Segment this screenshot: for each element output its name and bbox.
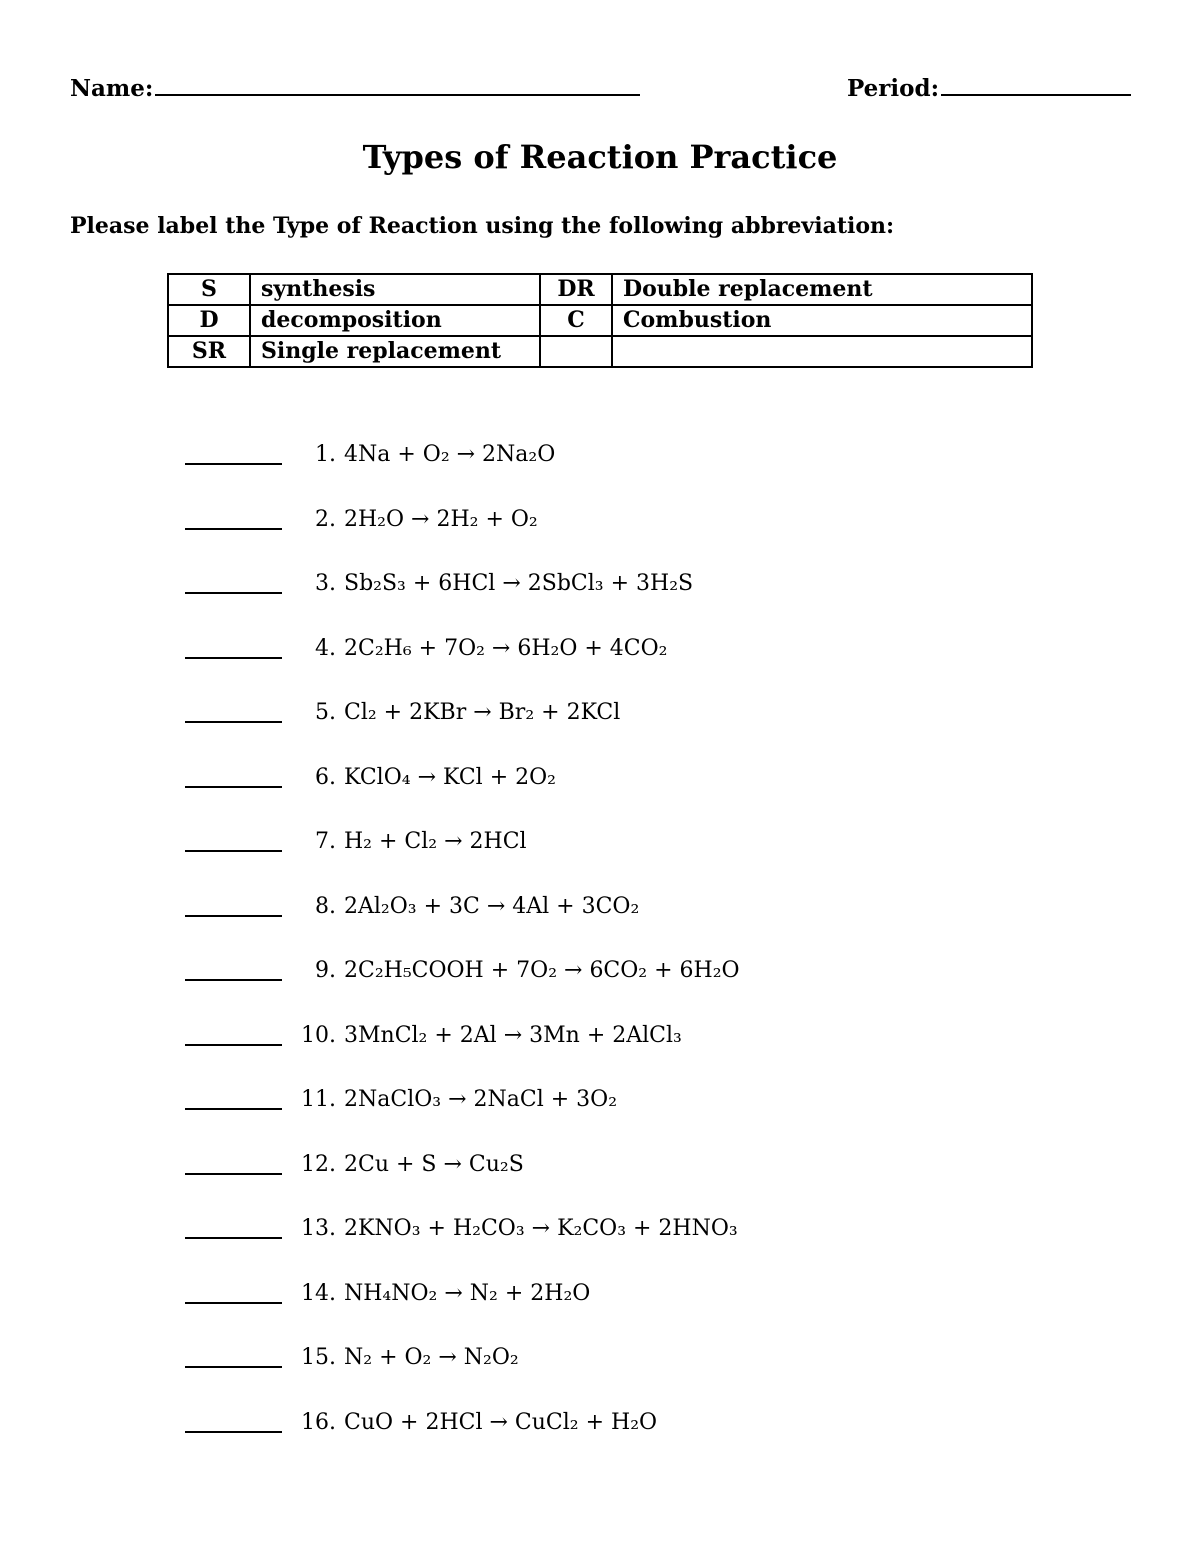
abbreviation-label: synthesis xyxy=(250,274,540,305)
answer-blank[interactable] xyxy=(185,1340,282,1368)
name-blank-line[interactable] xyxy=(155,72,640,96)
question-equation: 2Cu + S → Cu₂S xyxy=(344,1151,524,1177)
question-equation: KClO₄ → KCl + 2O₂ xyxy=(344,764,556,790)
abbreviation-code: S xyxy=(168,274,250,305)
question-row xyxy=(185,1018,1085,1083)
question-equation: 2KNO₃ + H₂CO₃ → K₂CO₃ + 2HNO₃ xyxy=(344,1216,738,1241)
answer-blank[interactable] xyxy=(185,1082,282,1110)
answer-blank[interactable] xyxy=(185,1018,282,1046)
abbreviation-table xyxy=(167,273,1033,368)
question-number: 10. xyxy=(301,1022,336,1048)
answer-blank[interactable] xyxy=(185,824,282,852)
question-number: 14. xyxy=(301,1280,336,1306)
page-title: Types of Reaction Practice xyxy=(362,138,838,176)
question-row xyxy=(185,1147,1085,1212)
answer-blank[interactable] xyxy=(185,1147,282,1175)
question-equation: 2C₂H₅COOH + 7O₂ → 6CO₂ + 6H₂O xyxy=(344,958,740,983)
answer-blank[interactable] xyxy=(185,695,282,723)
question-number: 5. xyxy=(315,700,336,725)
abbreviation-label: Single replacement xyxy=(250,336,540,367)
name-label: Name: xyxy=(70,75,154,102)
answer-blank[interactable] xyxy=(185,1276,282,1304)
question-equation: NH₄NO₂ → N₂ + 2H₂O xyxy=(344,1280,591,1306)
question-number: 15. xyxy=(301,1345,336,1370)
answer-blank[interactable] xyxy=(185,502,282,530)
answer-blank[interactable] xyxy=(185,631,282,659)
question-row xyxy=(185,760,1085,825)
question-row xyxy=(185,824,1085,889)
question-number: 3. xyxy=(315,571,336,596)
question-list xyxy=(185,437,1085,1469)
abbreviation-label: Double replacement xyxy=(612,274,1032,305)
question-row xyxy=(185,1082,1085,1147)
question-number: 6. xyxy=(315,764,336,790)
question-number: 9. xyxy=(315,958,336,983)
question-row xyxy=(185,566,1085,631)
question-equation: H₂ + Cl₂ → 2HCl xyxy=(344,829,527,854)
question-equation: 4Na + O₂ → 2Na₂O xyxy=(344,442,556,467)
question-number: 7. xyxy=(315,829,336,854)
period-label: Period: xyxy=(847,75,940,102)
question-number: 16. xyxy=(301,1409,336,1435)
abbreviation-label: decomposition xyxy=(250,305,540,336)
answer-blank[interactable] xyxy=(185,1211,282,1239)
question-row xyxy=(185,1276,1085,1341)
name-field-row xyxy=(70,72,640,104)
abbreviation-row xyxy=(168,274,1032,305)
question-equation: 2Al₂O₃ + 3C → 4Al + 3CO₂ xyxy=(344,893,640,919)
answer-blank[interactable] xyxy=(185,437,282,465)
answer-blank[interactable] xyxy=(185,760,282,788)
question-number: 2. xyxy=(315,506,336,532)
question-row xyxy=(185,1405,1085,1470)
question-row xyxy=(185,502,1085,567)
answer-blank[interactable] xyxy=(185,889,282,917)
answer-blank[interactable] xyxy=(185,953,282,981)
abbreviation-label xyxy=(612,336,1032,367)
abbreviation-label: Combustion xyxy=(612,305,1032,336)
question-row xyxy=(185,695,1085,760)
question-equation: N₂ + O₂ → N₂O₂ xyxy=(344,1345,519,1370)
question-number: 4. xyxy=(315,635,336,661)
question-equation: Sb₂S₃ + 6HCl → 2SbCl₃ + 3H₂S xyxy=(344,571,694,596)
question-number: 1. xyxy=(315,442,336,467)
abbreviation-code xyxy=(540,336,612,367)
abbreviation-row xyxy=(168,336,1032,367)
question-row xyxy=(185,953,1085,1018)
question-equation: 2H₂O → 2H₂ + O₂ xyxy=(344,506,538,532)
question-row xyxy=(185,1211,1085,1276)
question-number: 11. xyxy=(301,1087,336,1112)
question-number: 12. xyxy=(301,1151,336,1177)
abbreviation-code: D xyxy=(168,305,250,336)
abbreviation-code: C xyxy=(540,305,612,336)
question-row xyxy=(185,631,1085,696)
question-equation: 2C₂H₆ + 7O₂ → 6H₂O + 4CO₂ xyxy=(344,635,668,661)
answer-blank[interactable] xyxy=(185,1405,282,1433)
question-equation: 3MnCl₂ + 2Al → 3Mn + 2AlCl₃ xyxy=(344,1022,682,1048)
question-row xyxy=(185,889,1085,954)
question-equation: 2NaClO₃ → 2NaCl + 3O₂ xyxy=(344,1087,618,1112)
question-row xyxy=(185,437,1085,502)
question-equation: CuO + 2HCl → CuCl₂ + H₂O xyxy=(344,1409,658,1435)
abbreviation-code: DR xyxy=(540,274,612,305)
abbreviation-row xyxy=(168,305,1032,336)
question-equation: Cl₂ + 2KBr → Br₂ + 2KCl xyxy=(344,700,621,725)
abbreviation-code: SR xyxy=(168,336,250,367)
question-number: 8. xyxy=(315,893,336,919)
question-row xyxy=(185,1340,1085,1405)
instructions-text: Please label the Type of Reaction using the following abbreviation: xyxy=(70,213,895,239)
question-number: 13. xyxy=(301,1216,336,1241)
period-field-row xyxy=(847,72,1131,104)
answer-blank[interactable] xyxy=(185,566,282,594)
period-blank-line[interactable] xyxy=(941,72,1131,96)
